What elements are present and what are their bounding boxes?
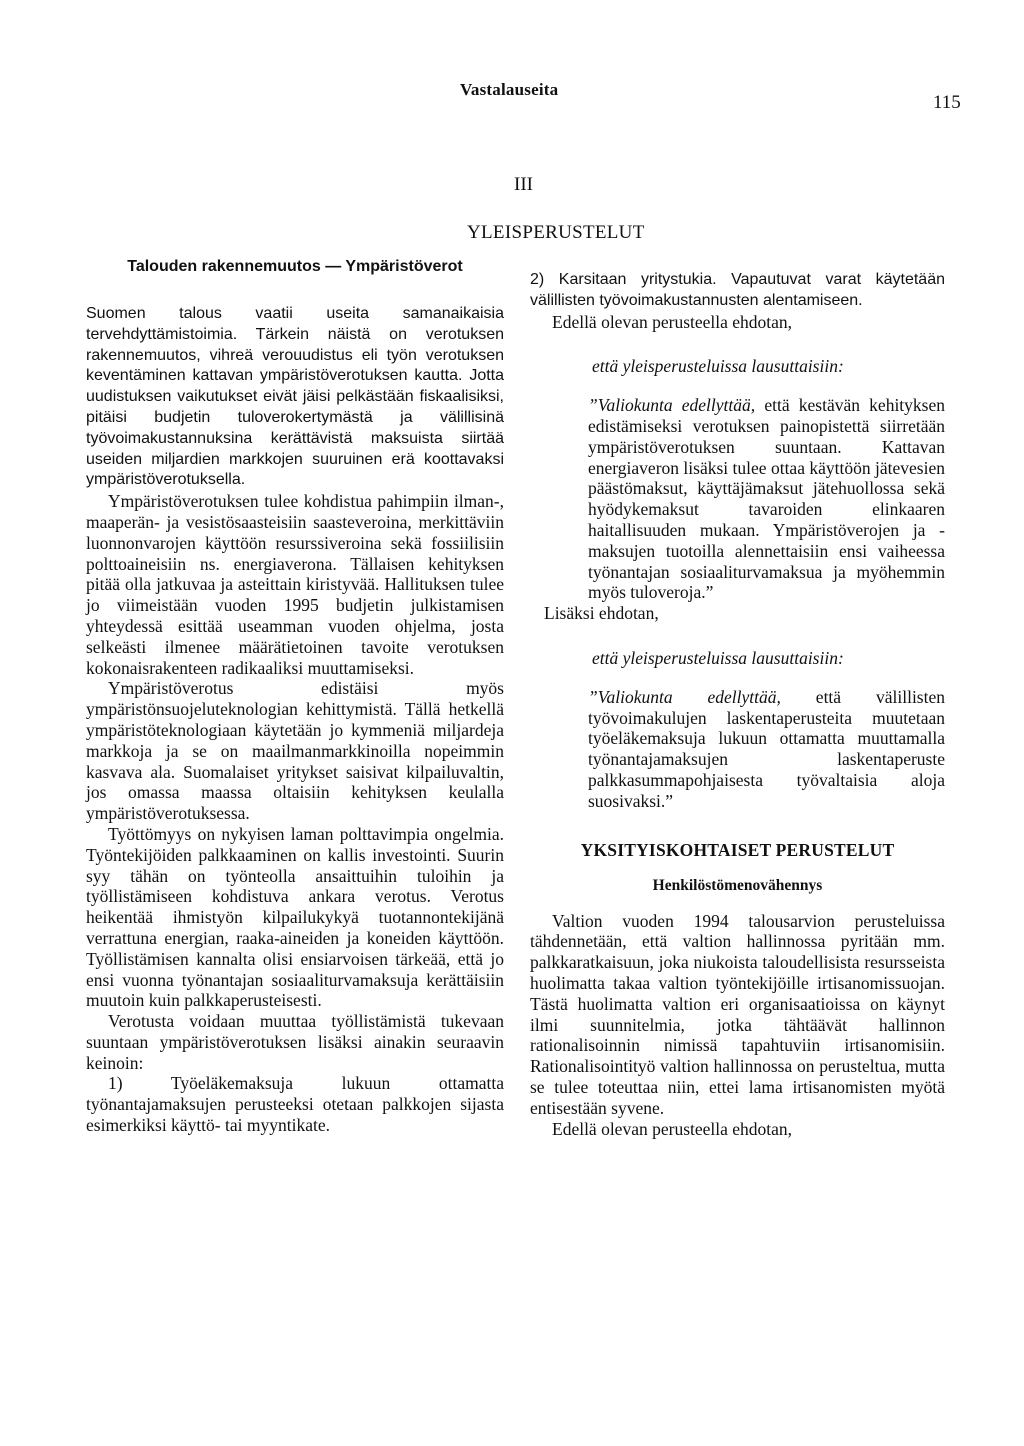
quote-text: että välillisten työvoimakulujen laskentaperusteita muutetaan työeläkemaksuja lukuun ottamatta muuttamalla työnantajamaksujen laskentaperuste palkkasummapohjaisesta työvaltaisia aloja suosivaksi.” [588,686,946,811]
paragraph: Työttömyys on nykyisen laman polttavimpia ongelmia. Työntekijöiden palkkaaminen on kallis investointi. Suurin syy tähän on työnteolla ansaittuihin tuloihin ja työllistämiseen kohdistuva ankara verotus. Verotus heikentää ihmistyön kilpailukykyä tuotannontekijänä verrattuna energian, raaka-aineiden ja koneiden käyttöön. Työllistämisen kannalta olisi ensiarvoisen tärkeää, että jo ensi vuonna työnantajan sosiaaliturvamaksuja kerättäisiin muutoin kuin palkkaperusteisesti. [86,823,504,1011]
quote-label: että yleisperusteluissa lausuttaisiin: [592,356,844,377]
left-column [86,248,504,1136]
quote-prefix: ”Valiokunta edellyttää, [588,395,756,416]
quote-text: että kestävän kehityksen edistämiseksi verotuksen painopistettä siirretään ympäristöverotuksen suuntaan. Kattavan energiaveron lisäksi tulee ottaa käyttöön jätevesien päästömaksut, käyttäjämaksut jätehuollossa sekä hyödykemaksut tavaroiden elinkaaren haitallisuuden mukaan. Ympäristöverojen ja -maksujen tuotoilla alennettaisiin ensi vaiheessa työnantajan sosiaaliturvamaksua ja myöhemmin myös tuloveroja.” [588,395,945,603]
paragraph: Edellä olevan perusteella ehdotan, [552,311,793,332]
quote-paragraph [588,687,945,812]
page-number: 115 [933,92,961,113]
quote-prefix: ”Valiokunta edellyttää, [588,686,781,707]
paragraph: Valtion vuoden 1994 talousarvion perusteluissa tähdennetään, että valtion hallinnossa pyritään mm. palkkaratkaisuun, joka niukoista taloudellisista resursseista huolimatta takaa valtion työntekijöille irtisanomissuojan. Tästä huolimatta valtion eri organisaatioissa on käynyt ilmi suunnitelmia, jotka tähtäävät hallinnon rationalisoinnin nimissä tapahtuviin irtisanomisiin. Rationalisointityö valtion hallinnossa on perusteltua, mutta se tulee toteuttaa niin, ettei lama irtisanomisten myötä entisestään syvene. [530,910,945,1118]
left-subheading: Talouden rakennemuutos — Ympäristöverot [127,258,463,275]
quote-paragraph [588,395,945,603]
paragraph: Suomen talous vaatii useita samanaikaisia tervehdyttämistoimia. Tärkein näistä on verotuksen rakennemuutos, vihreä verouudistus eli työn verotuksen keventäminen kattavan ympäristöverotuksen kautta. Jotta uudistuksen vaikutukset eivät jäisi pelkästään fiskaalisiksi, pitäisi budjetin tuloverokertymästä ja välillisinä työvoimakustannuksina kerättävistä maksuista siirtää useiden miljardien markkojen suuruinen erä koottavaksi ympäristöverotuksella. [86,305,504,489]
paragraph: Ympäristöverotus edistäisi myös ympäristönsuojeluteknologian kehittymistä. Tällä hetkellä ympäristöteknologiaan käytetään jo kymmeniä miljardeja markkoja ja se on maailmanmarkkinoilla nopeimmin kasvava ala. Suomalaiset yritykset saisivat kilpailuvaltin, jos omassa maassa oltaisiin kehityksen keulalla ympäristöverotuksessa. [86,678,504,824]
list-item: 1) Työeläkemaksuja lukuun ottamatta työnantajamaksujen perusteeksi otetaan palkkojen sijasta esimerkiksi käyttö- tai myyntikate. [86,1073,504,1136]
paragraph: Ympäristöverotuksen tulee kohdistua pahimpiin ilman-, maaperän- ja vesistösaasteisiin saasteveroina, merkittäviin luonnonvarojen käyttöön resurssiveroina sekä fossiilisiin polttoaineisiin ns. energiaverona. Tällaisen kehityksen pitää olla jatkuvaa ja asteittain kiristyvää. Hallituksen tulee jo viimeistään vuoden 1995 budjetin julkistamisen yhteydessä esittää useamman vuoden ohjelma, josta selkeästi ilmenee määrätietoinen tavoite verotuksen kokonaisrakenteen radikaaliksi muuttamiseksi. [86,491,504,678]
paragraph: Lisäksi ehdotan, [544,603,659,624]
right-column [530,270,945,1139]
section-subheading: Henkilöstömenovähennys [652,876,823,894]
paragraph: Verotusta voidaan muuttaa työllistämistä tukevaan suuntaan ympäristöverotuksen lisäksi ainakin seuraavin keinoin: [86,1011,504,1073]
quote-label: että yleisperusteluissa lausuttaisiin: [592,647,844,668]
running-header: Vastalauseita [460,80,559,99]
list-item: 2) Karsitaan yritystukia. Vapautuvat varat käytetään välillisten työvoimakustannusten alentamiseen. [530,271,945,309]
section-numeral: III [514,174,533,195]
section-heading: YKSITYISKOHTAISET PERUSTELUT [580,839,895,860]
paragraph: Edellä olevan perusteella ehdotan, [552,1118,793,1139]
section-title: YLEISPERUSTELUT [467,222,645,243]
